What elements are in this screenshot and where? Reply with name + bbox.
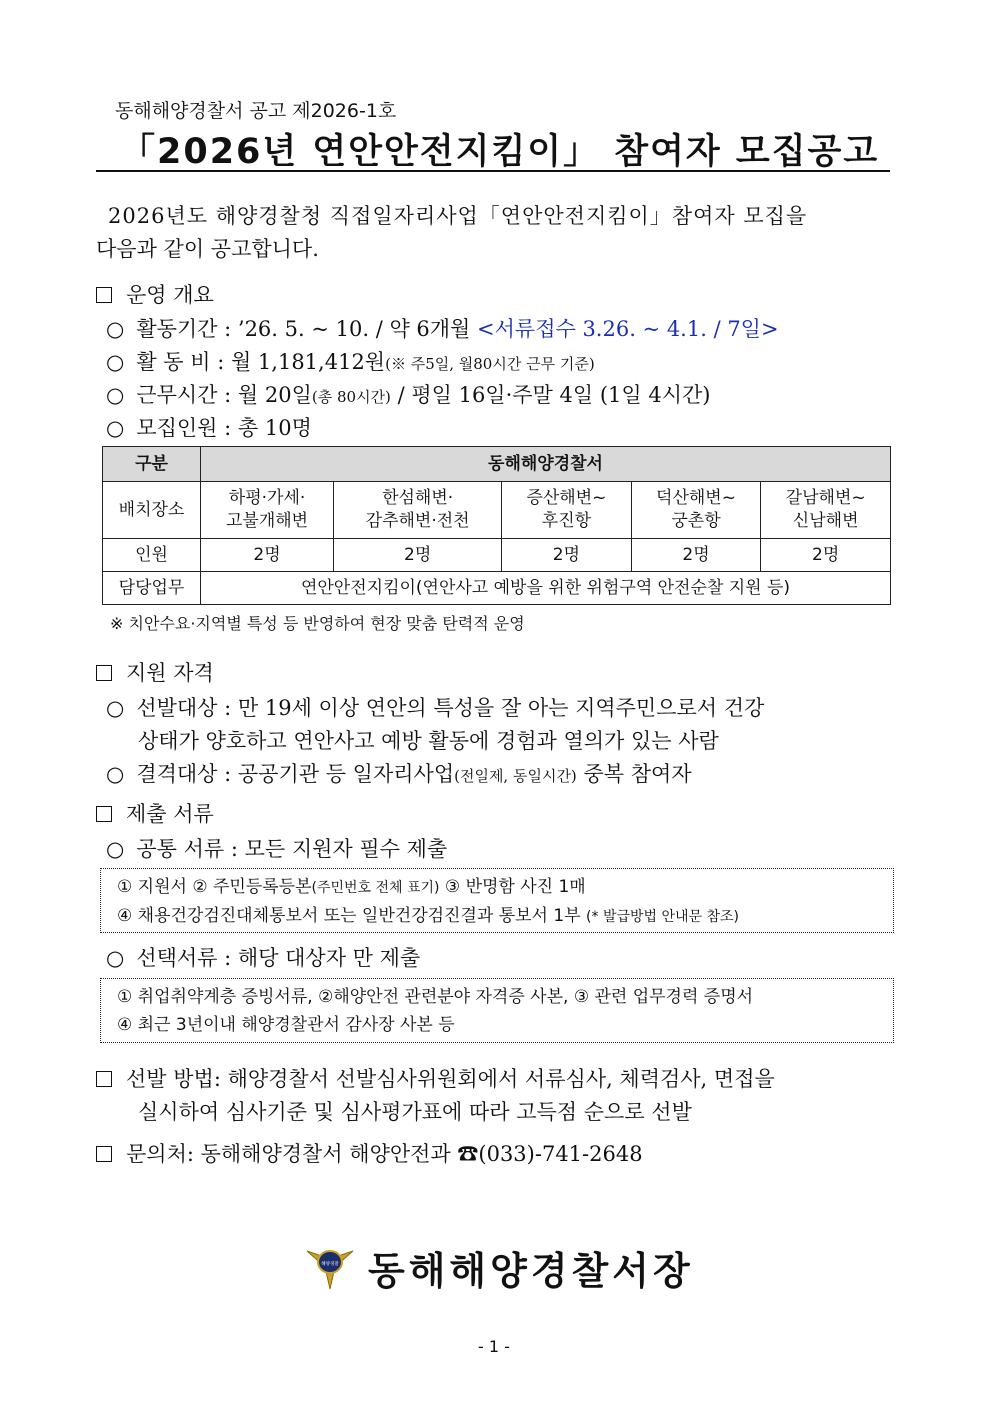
checkbox-square-icon [96, 287, 112, 303]
checkbox-square-icon [96, 1146, 112, 1162]
intro-line-1: 2026년도 해양경찰청 직접일자리사업「연안안전지킴이」참여자 모집을 [108, 204, 808, 228]
section-contact: 문의처: 동해해양경찰서 해양안전과 ☎(033)-741-2648 [96, 1138, 643, 1168]
checkbox-square-icon [96, 1071, 112, 1087]
table-cell: 2명 [631, 539, 761, 572]
page-title: 「2026년 연안안전지킴이」 참여자 모집공고 [120, 132, 880, 172]
placement-table [102, 446, 891, 605]
table-cell: 2명 [334, 539, 502, 572]
circle-bullet-icon: ○ [106, 946, 125, 970]
table-cell: 2명 [201, 539, 334, 572]
title-underline [96, 170, 890, 172]
common-doc-line-1: ① 지원서 ② 주민등록등본(주민번호 전체 표기) ③ 반명함 사진 1매 [117, 877, 586, 897]
documents-common-title: ○ 공통 서류 : 모든 지원자 필수 제출 [106, 837, 448, 861]
circle-bullet-icon: ○ [106, 383, 125, 407]
section-selection-cont: 실시하여 심사기준 및 심사평가표에 따라 고득점 순으로 선발 [138, 1100, 692, 1124]
optional-documents-box [100, 978, 894, 1043]
checkbox-square-icon [96, 806, 112, 822]
common-documents-box [100, 868, 894, 933]
application-period-highlight: <서류접수 3.26. ~ 4.1. / 7일> [477, 317, 779, 341]
section-qualification-heading: 지원 자격 [96, 657, 214, 687]
table-row [103, 539, 891, 572]
circle-bullet-icon: ○ [106, 416, 125, 440]
qualification-target-cont: 상태가 양호하고 연안사고 예방 활동에 경험과 열의가 있는 사람 [138, 729, 719, 753]
table-header-org: 동해해양경찰서 [201, 447, 891, 482]
documents-optional-title: ○ 선택서류 : 해당 대상자 만 제출 [106, 946, 421, 970]
table-note: ※ 치안수요·지역별 특성 등 반영하여 현장 맞춤 탄력적 운영 [110, 614, 525, 633]
section-overview-heading: 운영 개요 [96, 279, 214, 309]
circle-bullet-icon: ○ [106, 837, 125, 861]
page-number: - 1 - [478, 1337, 510, 1356]
row-label-place: 배치장소 [103, 482, 201, 539]
table-cell: 2명 [502, 539, 632, 572]
table-header-category: 구분 [103, 447, 201, 482]
overview-pay: ○ 활 동 비 : 월 1,181,412원(※ 주5일, 월80시간 근무 기준) [106, 350, 595, 374]
optional-doc-line-2: ④ 최근 3년이내 해양경찰관서 감사장 사본 등 [117, 1015, 455, 1035]
intro-paragraph [96, 200, 894, 266]
table-row [103, 572, 891, 605]
notice-number: 동해해양경찰서 공고 제2026-1호 [115, 100, 397, 122]
circle-bullet-icon: ○ [106, 696, 125, 720]
coast-guard-emblem-icon [305, 1245, 355, 1291]
qualification-target: ○ 선발대상 : 만 19세 이상 연안의 특성을 잘 아는 지역주민으로서 건강 [106, 696, 765, 720]
agency-signature: 동해해양경찰서장 [368, 1249, 694, 1293]
table-cell: 덕산해변~ 궁촌항 [631, 482, 761, 539]
circle-bullet-icon: ○ [106, 762, 125, 786]
svg-text:해양경찰: 해양경찰 [321, 1262, 339, 1267]
table-cell: 하평·가세· 고불개해변 [201, 482, 334, 539]
table-cell: 증산해변~ 후진항 [502, 482, 632, 539]
section-documents-heading: 제출 서류 [96, 798, 214, 828]
section-selection: 선발 방법: 해양경찰서 선발심사위원회에서 서류심사, 체력검사, 면접을 [96, 1063, 775, 1093]
table-cell: 2명 [761, 539, 891, 572]
table-cell: 연안안전지킴이(연안사고 예방을 위한 위험구역 안전순찰 지원 등) [201, 572, 891, 605]
optional-doc-line-1: ① 취업취약계층 증빙서류, ②해양안전 관련분야 자격증 사본, ③ 관련 업무경력 증명서 [117, 987, 754, 1007]
overview-period: ○ 활동기간 : ’26. 5. ~ 10. / 약 6개월 <서류접수 3.26. ~ 4.1. / 7일> [106, 317, 779, 341]
circle-bullet-icon: ○ [106, 350, 125, 374]
intro-line-2: 다음과 같이 공고합니다. [96, 237, 319, 261]
table-row [103, 482, 891, 539]
circle-bullet-icon: ○ [106, 317, 125, 341]
common-doc-line-2: ④ 채용건강검진대체통보서 또는 일반건강검진결과 통보서 1부 (* 발급방법 안내문 참조) [117, 906, 740, 926]
table-cell: 갈남해변~ 신남해변 [761, 482, 891, 539]
row-label-count: 인원 [103, 539, 201, 572]
table-cell: 한섬해변· 감추해변·전천 [334, 482, 502, 539]
row-label-duty: 담당업무 [103, 572, 201, 605]
qualification-disqualified: ○ 결격대상 : 공공기관 등 일자리사업(전일제, 동일시간) 중복 참여자 [106, 762, 692, 786]
checkbox-square-icon [96, 665, 112, 681]
overview-headcount: ○ 모집인원 : 총 10명 [106, 416, 312, 440]
overview-hours: ○ 근무시간 : 월 20일(총 80시간) / 평일 16일·주말 4일 (1일 4시간) [106, 383, 711, 407]
